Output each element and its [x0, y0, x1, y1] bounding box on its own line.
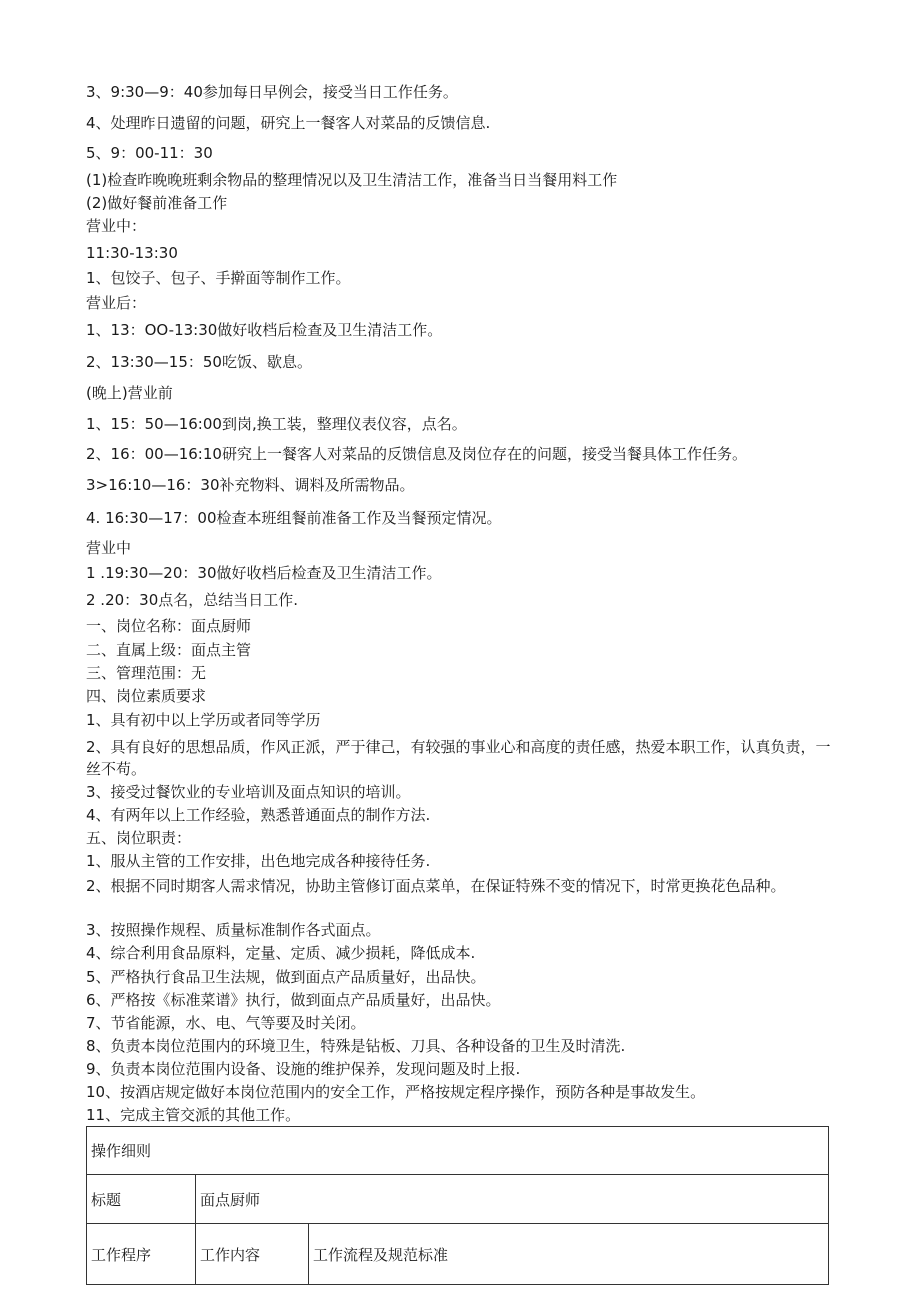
text-line: 2 .20：30点名，总结当日工作.	[86, 591, 299, 609]
text-paragraph: 2、根据不同时期客人需求情况，协助主管修订面点菜单，在保证特殊不变的情况下，时常更换花色品种。	[86, 877, 786, 895]
text-line: 3、按照操作规程、质量标准制作各式面点。	[86, 921, 381, 939]
section-heading: 营业中：	[86, 217, 147, 235]
text-line: 3>16:10—16：30补充物料、调料及所需物品。	[86, 476, 415, 494]
section-heading: 二、直属上级：面点主管	[86, 641, 252, 659]
text-line: 1 .19:30—20：30做好收档后检查及卫生清洁工作。	[86, 564, 442, 582]
section-heading: 三、管理范围：无	[86, 664, 207, 682]
table-row	[87, 1175, 829, 1224]
text-line: 11、完成主管交派的其他工作。	[86, 1106, 301, 1124]
text-line: 1、13：OO-13:30做好收档后检查及卫生清洁工作。	[86, 321, 443, 339]
operations-table	[86, 1126, 829, 1285]
section-heading: 营业中	[86, 539, 132, 557]
text-line: (2)做好餐前准备工作	[86, 194, 228, 212]
text-line: 10、按酒店规定做好本岗位范围内的安全工作，严格按规定程序操作，预防各种是事故发生。	[86, 1083, 706, 1101]
section-heading: 一、岗位名称：面点厨师	[86, 617, 252, 635]
section-heading: 四、岗位素质要求	[86, 687, 207, 705]
text-line: 5、严格执行食品卫生法规，做到面点产品质量好，出品快。	[86, 968, 486, 986]
section-heading: 营业后：	[86, 294, 147, 312]
text-line: 1、服从主管的工作安排，出色地完成各种接待任务.	[86, 852, 431, 870]
section-heading: 五、岗位职责：	[86, 829, 192, 847]
table-row	[87, 1224, 829, 1285]
text-line: 1、具有初中以上学历或者同等学历	[86, 711, 321, 729]
text-line: 5、9：00-11：30	[86, 144, 213, 162]
table-cell: 面点厨师	[196, 1175, 829, 1224]
text-line: 4、处理昨日遗留的问题，研究上一餐客人对菜品的反馈信息.	[86, 114, 491, 132]
text-line: 3、接受过餐饮业的专业培训及面点知识的培训。	[86, 783, 411, 801]
text-line: 3、9:30—9：40参加每日早例会，接受当日工作任务。	[86, 83, 458, 101]
section-heading: (晚上)营业前	[86, 384, 173, 402]
text-line: (1)检查昨晚晚班剩余物品的整理情况以及卫生清洁工作，准备当日当餐用料工作	[86, 171, 618, 189]
text-line: 11:30-13:30	[86, 244, 178, 262]
text-line: 4、有两年以上工作经验，熟悉普通面点的制作方法.	[86, 806, 431, 824]
table-header-cell: 操作细则	[87, 1127, 829, 1175]
table-cell: 工作内容	[196, 1224, 309, 1285]
text-line: 8、负责本岗位范围内的环境卫生，特殊是钻板、刀具、各种设备的卫生及时清洗.	[86, 1037, 626, 1055]
text-line: 7、节省能源，水、电、气等要及时关闭。	[86, 1014, 366, 1032]
table-cell: 工作程序	[87, 1224, 196, 1285]
text-line: 4. 16:30—17：00检查本班组餐前准备工作及当餐预定情况。	[86, 509, 502, 527]
text-line: 1、15：50—16:00到岗,换工装，整理仪表仪容，点名。	[86, 415, 467, 433]
text-paragraph: 2、具有良好的思想品质，作风正派，严于律己，有较强的事业心和高度的责任感，热爱本职工作，认真负责，一丝不苟。	[86, 738, 831, 778]
table-cell: 标题	[87, 1175, 196, 1224]
table-row	[87, 1127, 829, 1175]
table-cell: 工作流程及规范标准	[309, 1224, 829, 1285]
text-line: 2、16：00—16:10研究上一餐客人对菜品的反馈信息及岗位存在的问题，接受当餐具体工作任务。	[86, 445, 747, 463]
text-line: 1、包饺子、包子、手擀面等制作工作。	[86, 269, 351, 287]
text-line: 2、13:30—15：50吃饭、歇息。	[86, 353, 312, 371]
text-line: 6、严格按《标准菜谱》执行，做到面点产品质量好，出品快。	[86, 991, 501, 1009]
text-line: 4、综合利用食品原料，定量、定质、减少损耗，降低成本.	[86, 944, 476, 962]
text-line: 9、负责本岗位范围内设备、设施的维护保养，发现问题及时上报.	[86, 1060, 521, 1078]
